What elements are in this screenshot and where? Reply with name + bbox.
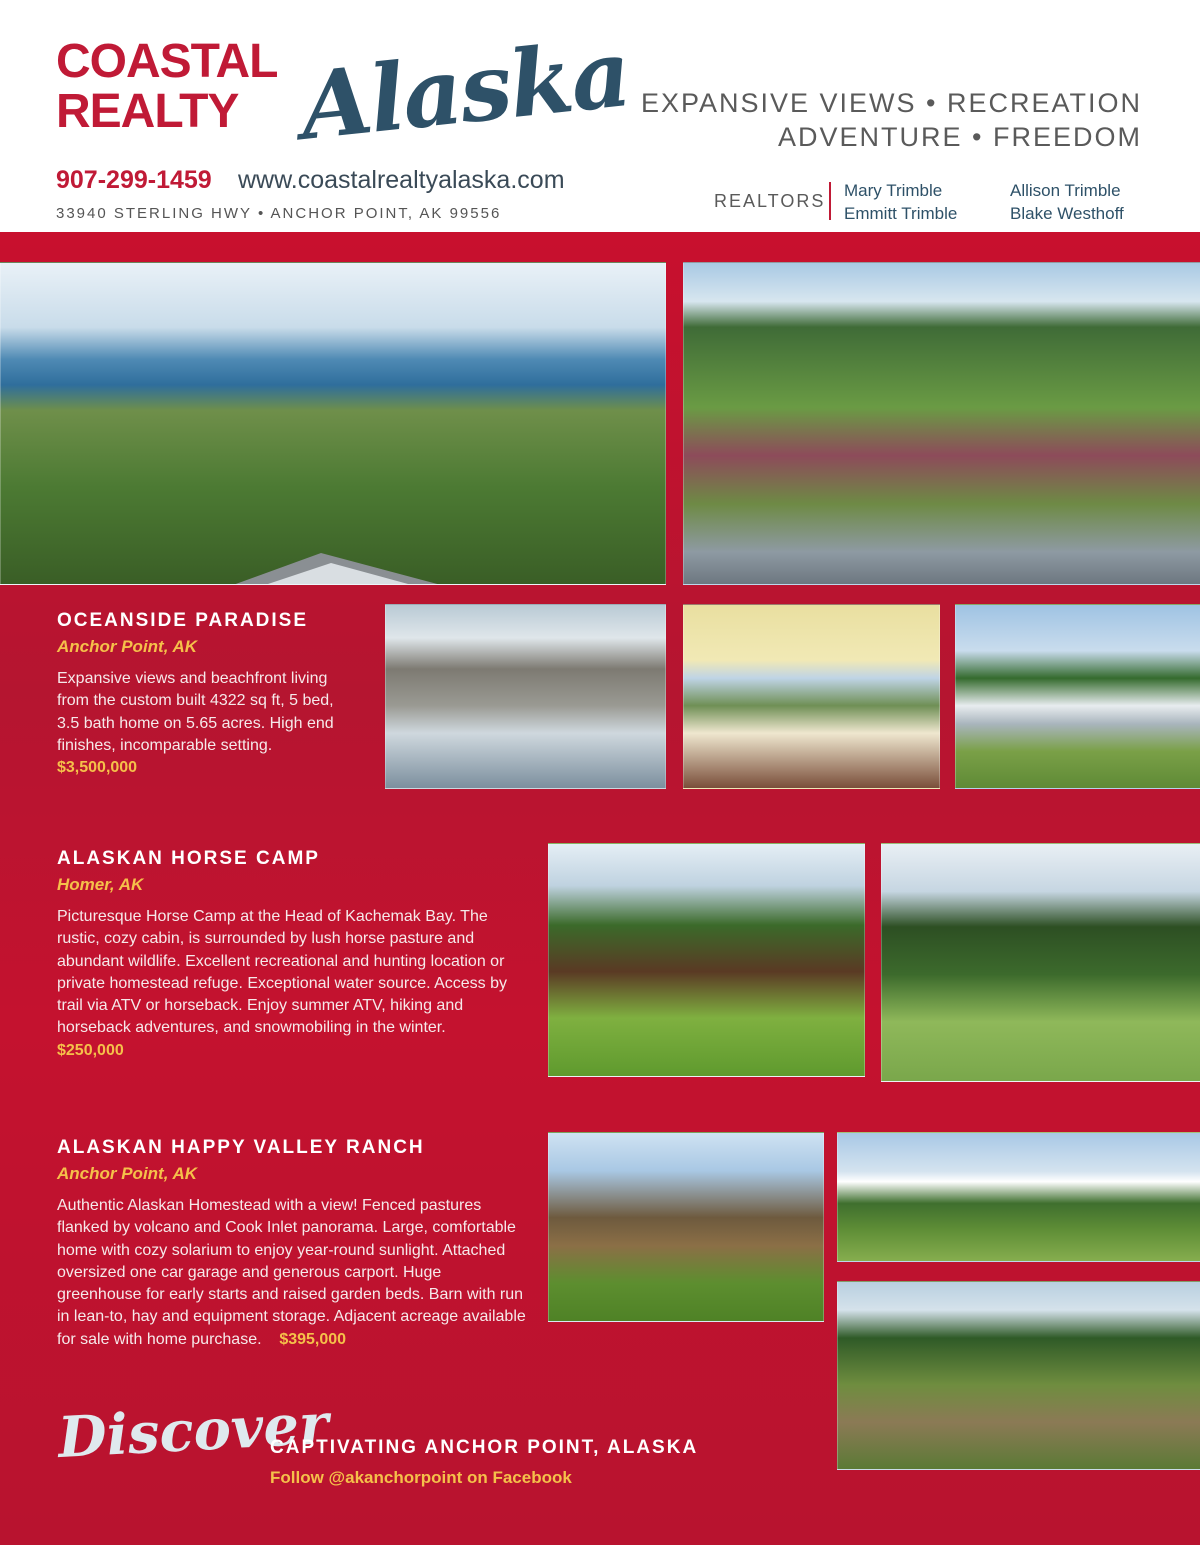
oceanside-bedroom-photo (683, 604, 940, 789)
ranch-house-photo (548, 1132, 824, 1322)
listing-description (57, 906, 517, 1062)
description-text: Picturesque Horse Camp at the Head of Kachemak Bay. The rustic, cozy cabin, is surrounded by lush horse pasture and abundant wildlife. Excellent recreational and hunting location or private homestead refuge. Exceptional water source. Access by trail via ATV or horseback. Enjoy summer ATV, hiking and horseback adventures, and snowmobiling in the winter. (57, 908, 508, 1037)
listing-price: $395,000 (279, 1330, 347, 1348)
oceanside-beach-photo (385, 604, 666, 789)
listing-location: Anchor Point, AK (57, 637, 198, 656)
listing-title: ALASKAN HAPPY VALLEY RANCH (57, 1137, 425, 1158)
website-link[interactable]: www.coastalrealtyalaska.com (238, 166, 565, 194)
horse-camp-horses-photo (548, 843, 865, 1077)
house-illustration (1, 263, 665, 584)
oceanside-house-photo (0, 262, 666, 585)
description-text: Authentic Alaskan Homestead with a view! Fenced pastures flanked by volcano and Cook Inlet panorama. Large, comfortable home with cozy solarium to enjoy year-round sunlight. Attached oversized one car garage and generous carport. Huge greenhouse for early starts and raised garden beds. Barn with run in lean-to, hay and equipment storage. Adjacent acreage available for sale with home purchase. (57, 1197, 526, 1348)
listing-location: Anchor Point, AK (57, 1164, 198, 1183)
listing-price: $250,000 (57, 1041, 124, 1059)
logo-realty: REALTY (56, 85, 239, 138)
realtor-name: Blake Westhoff (1010, 204, 1124, 223)
listing-description (57, 1195, 527, 1351)
oceanside-aerial-photo (683, 262, 1200, 585)
listing-description (57, 668, 357, 779)
realtor-name: Emmitt Trimble (844, 204, 958, 223)
header (0, 0, 1200, 232)
listing-price: $3,500,000 (57, 759, 138, 777)
listing-title: OCEANSIDE PARADISE (57, 610, 309, 631)
office-address: 33940 STERLING HWY • ANCHOR POINT, AK 99556 (56, 205, 502, 222)
description-text: Expansive views and beachfront living from the custom built 4322 sq ft, 5 bed, 3.5 bath home on 5.65 acres. High end finishes, incomparable setting. (57, 670, 334, 754)
listing-location: Homer, AK (57, 875, 144, 894)
realtors-label: REALTORS (714, 191, 826, 211)
realtors-divider (829, 182, 831, 220)
phone-number[interactable]: 907-299-1459 (56, 166, 212, 194)
logo-coastal: COASTAL (56, 35, 278, 88)
listing-title: ALASKAN HORSE CAMP (57, 848, 320, 869)
tagline-line-2: ADVENTURE • FREEDOM (778, 122, 1142, 152)
horse-camp-meadow-photo (881, 843, 1200, 1082)
ranch-volcano-photo (837, 1132, 1200, 1262)
ranch-aerial-photo (837, 1281, 1200, 1470)
tagline (622, 86, 1142, 154)
oceanside-backyard-photo (955, 604, 1200, 789)
tagline-line-1: EXPANSIVE VIEWS • RECREATION (640, 88, 1142, 118)
discover-script: Discover (56, 1390, 331, 1472)
realtor-name: Allison Trimble (1010, 181, 1121, 200)
realtor-name: Mary Trimble (844, 181, 943, 200)
facebook-follow-link[interactable]: Follow @akanchorpoint on Facebook (270, 1468, 572, 1487)
logo-script-alaska: Alaska (295, 19, 634, 161)
discover-tagline: CAPTIVATING ANCHOR POINT, ALASKA (270, 1437, 699, 1458)
